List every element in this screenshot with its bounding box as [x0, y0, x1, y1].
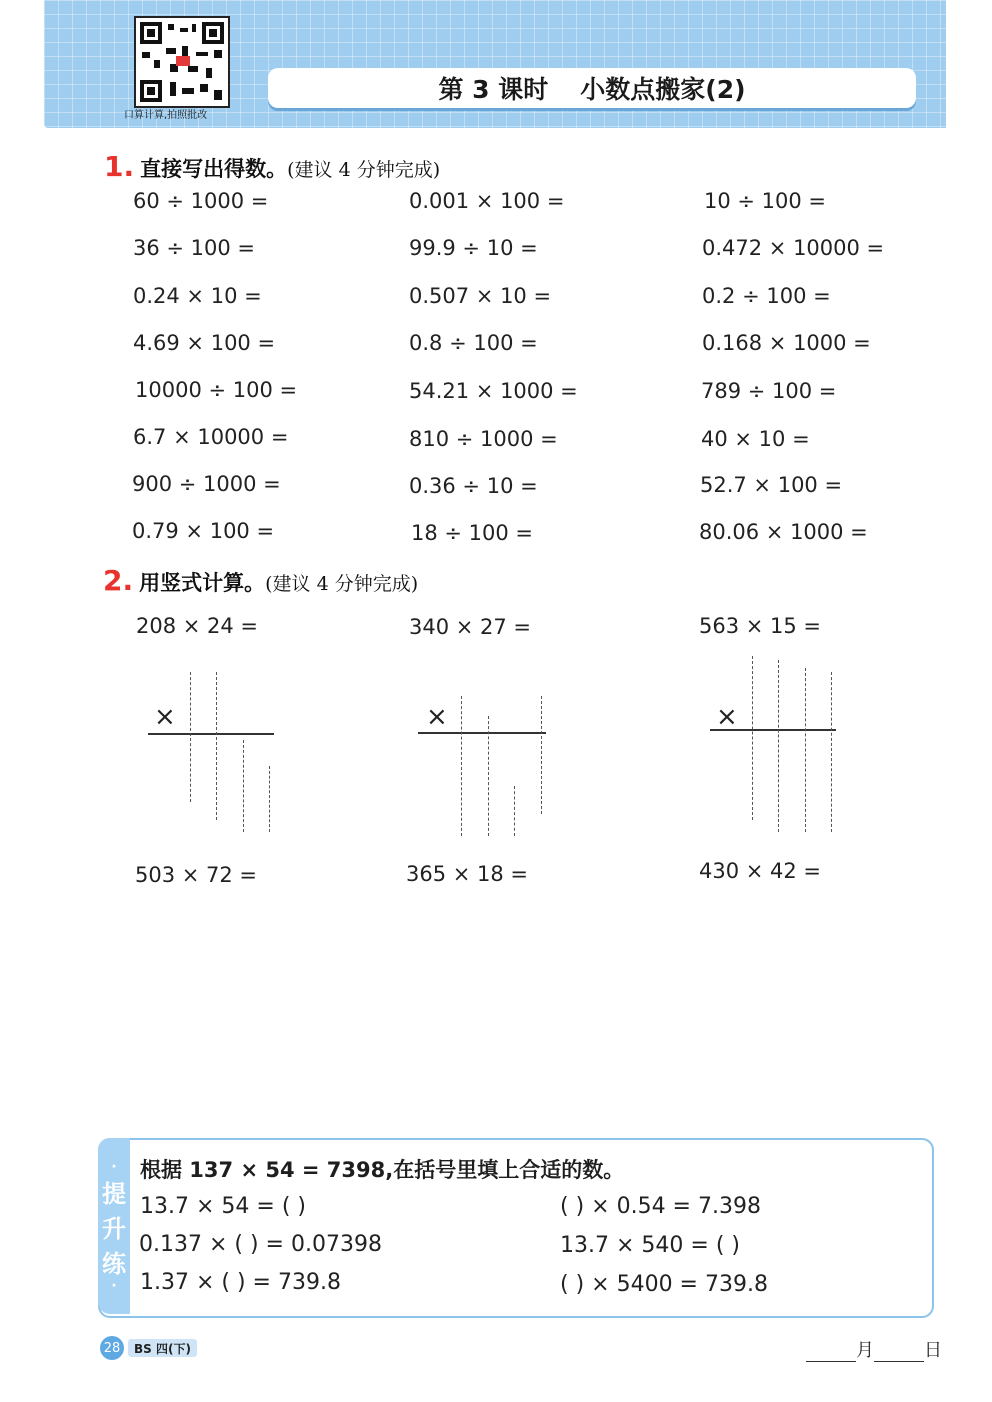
tab-dot: · [111, 1277, 117, 1294]
vertical-problem: 340 × 27 = [409, 615, 532, 639]
qr-code-icon[interactable] [134, 16, 230, 108]
tab-char: 升 [102, 1214, 126, 1243]
tab-char: 练 [102, 1249, 126, 1278]
section-2-number: 2. [103, 564, 134, 597]
oral-problem: 36 ÷ 100 = [133, 236, 256, 260]
month-label: 月 [856, 1340, 874, 1361]
oral-problem: 810 ÷ 1000 = [409, 427, 558, 451]
oral-problem: 4.69 × 100 = [133, 331, 276, 355]
book-label: BS 四(下) [128, 1339, 197, 1357]
oral-problem: 80.06 × 1000 = [699, 520, 868, 544]
grid-dash [216, 672, 217, 820]
tab-char: 提 [102, 1179, 126, 1208]
fill-blank-item[interactable]: 0.137 × ( ) = 0.07398 [139, 1232, 382, 1257]
section-2-heading [103, 564, 418, 597]
section-1-number: 1. [104, 150, 135, 183]
month-blank[interactable] [806, 1341, 856, 1362]
day-blank[interactable] [874, 1341, 924, 1362]
improve-practice-tab [98, 1138, 130, 1314]
oral-problem: 0.001 × 100 = [409, 189, 565, 213]
grid-dash [243, 740, 244, 832]
grid-dash [269, 766, 270, 832]
grid-dash [752, 656, 753, 820]
oral-problem: 0.8 ÷ 100 = [409, 331, 538, 355]
vertical-problem: 563 × 15 = [699, 614, 822, 638]
lesson-title-bar [268, 68, 916, 108]
fill-blank-item[interactable]: 1.37 × ( ) = 739.8 [140, 1270, 341, 1295]
multiply-sign: × [426, 702, 448, 732]
oral-problem: 10 ÷ 100 = [704, 189, 827, 213]
oral-problem: 10000 ÷ 100 = [135, 378, 298, 402]
section-1-heading [104, 150, 440, 183]
oral-problem: 0.24 × 10 = [133, 284, 262, 308]
oral-problem: 6.7 × 10000 = [133, 425, 289, 449]
vertical-problem: 365 × 18 = [406, 862, 529, 886]
fill-blank-item[interactable]: ( ) × 0.54 = 7.398 [560, 1194, 761, 1219]
oral-problem: 789 ÷ 100 = [701, 379, 837, 403]
grid-dash [831, 672, 832, 832]
oral-problem: 99.9 ÷ 10 = [409, 236, 538, 260]
oral-problem: 0.36 ÷ 10 = [409, 474, 538, 498]
grid-dash [541, 696, 542, 814]
oral-problem: 0.472 × 10000 = [702, 236, 885, 260]
oral-problem: 0.79 × 100 = [132, 519, 275, 543]
grid-line [418, 732, 546, 734]
section-2-note: (建议 4 分钟完成) [265, 573, 419, 595]
grid-dash [514, 786, 515, 836]
grid-dash [488, 716, 489, 836]
page-number: 28 [100, 1336, 124, 1360]
oral-problem: 54.21 × 1000 = [409, 379, 578, 403]
oral-problem: 900 ÷ 1000 = [132, 472, 281, 496]
grid-dash [778, 660, 779, 832]
section-1-note: (建议 4 分钟完成) [287, 159, 441, 181]
grid-dash [805, 668, 806, 832]
oral-problem: 52.7 × 100 = [700, 473, 843, 497]
vertical-problem: 208 × 24 = [136, 614, 259, 638]
page-title: 小数点搬家(2) [580, 75, 746, 104]
date-field[interactable] [806, 1336, 942, 1362]
fill-blank-item[interactable]: ( ) × 5400 = 739.8 [560, 1272, 768, 1297]
multiply-sign: × [716, 702, 738, 732]
oral-problem: 0.168 × 1000 = [702, 331, 871, 355]
vertical-problem: 503 × 72 = [135, 863, 258, 887]
multiply-sign: × [154, 702, 176, 732]
day-label: 日 [924, 1340, 942, 1361]
improve-question: 根据 137 × 54 = 7398,在括号里填上合适的数。 [140, 1158, 625, 1182]
grid-dash [461, 696, 462, 836]
tab-dot: · [111, 1158, 117, 1175]
oral-problem: 40 × 10 = [701, 427, 810, 451]
oral-problem: 0.2 ÷ 100 = [702, 284, 831, 308]
grid-line [710, 729, 836, 731]
section-2-title: 用竖式计算。 [139, 571, 266, 595]
fill-blank-item[interactable]: 13.7 × 54 = ( ) [140, 1194, 306, 1219]
lesson-number: 第 3 课时 [438, 75, 549, 104]
oral-problem: 18 ÷ 100 = [411, 521, 534, 545]
section-1-title: 直接写出得数。 [140, 157, 288, 181]
grid-line [148, 733, 274, 735]
qr-caption: 口算计算,拍照批改 [124, 110, 208, 121]
grid-dash [190, 672, 191, 802]
vertical-problem: 430 × 42 = [699, 859, 822, 883]
fill-blank-item[interactable]: 13.7 × 540 = ( ) [560, 1233, 740, 1258]
oral-problem: 60 ÷ 1000 = [133, 189, 269, 213]
oral-problem: 0.507 × 10 = [409, 284, 552, 308]
